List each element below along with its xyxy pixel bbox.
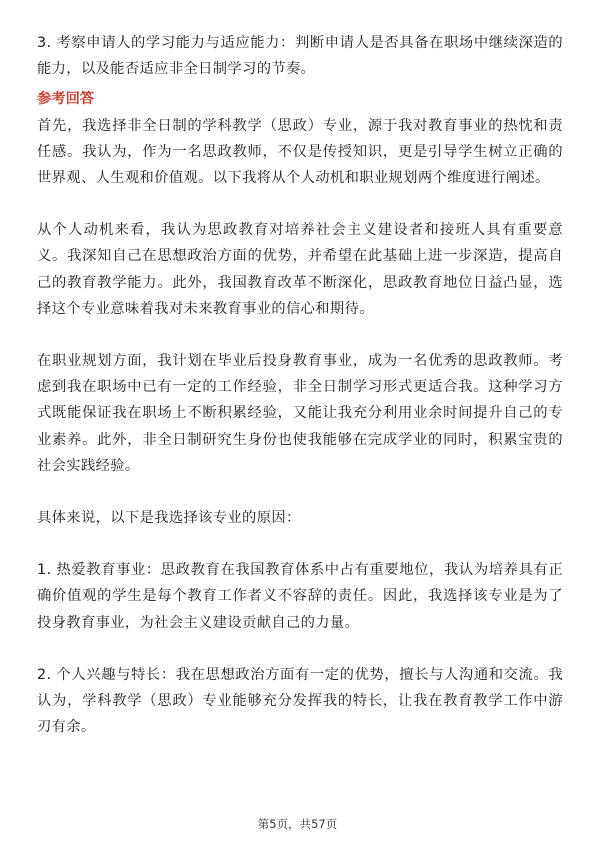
paragraph-motivation: 从个人动机来看，我认为思政教育对培养社会主义建设者和接班人具有重要意义。我深知自己在思想政治方面的优势，并希望在此基础上进一步深造，提高自己的教育教学能力。此外，我国教育改革不断深化，思政教育地位日益凸显，选择这个专业意味着我对未来教育事业的信心和期待。 [37,222,563,317]
page-number: 第5页，共57页 [257,817,338,831]
answer-heading: 参考回答 [37,91,95,108]
paragraph-intro: 首先，我选择非全日制的学科教学（思政）专业，源于我对教育事业的热忱和责任感。我认为，作为一名思政教师，不仅是传授知识，更是引导学生树立正确的世界观、人生观和价值观。以下我将从个人动机和职业规划两个维度进行阐述。 [37,117,563,187]
reason-item-1: 1. 热爱教育事业：思政教育在我国教育体系中占有重要地位，我认为培养具有正确价值观的学生是每个教育工作者义不容辞的责任。因此，我选择该专业是为了投身教育事业，为社会主义建设贡献自己的力量。 [37,562,563,631]
page-content [37,30,563,740]
paragraph-career-plan: 在职业规划方面，我计划在毕业后投身教育事业，成为一名优秀的思政教师。考虑到我在职场中已有一定的工作经验，非全日制学习形式更适合我。这种学习方式既能保证我在职场上不断积累经验，又能让我充分利用业余时间提升自己的专业素养。此外，非全日制研究生身份也使我能够在完成学业的同时，积累宝贵的社会实践经验。 [37,353,563,474]
reason-item-2: 2. 个人兴趣与特长：我在思想政治方面有一定的优势，擅长与人沟通和交流。我认为，学科教学（思政）专业能够充分发挥我的特长，让我在教育教学工作中游刃有余。 [37,666,563,736]
question-item: 3. 考察申请人的学习能力与适应能力：判断申请人是否具备在职场中继续深造的能力，以及能否适应非全日制学习的节奏。 [37,35,563,78]
paragraph-reasons-intro: 具体来说，以下是我选择该专业的原因： [37,510,301,527]
